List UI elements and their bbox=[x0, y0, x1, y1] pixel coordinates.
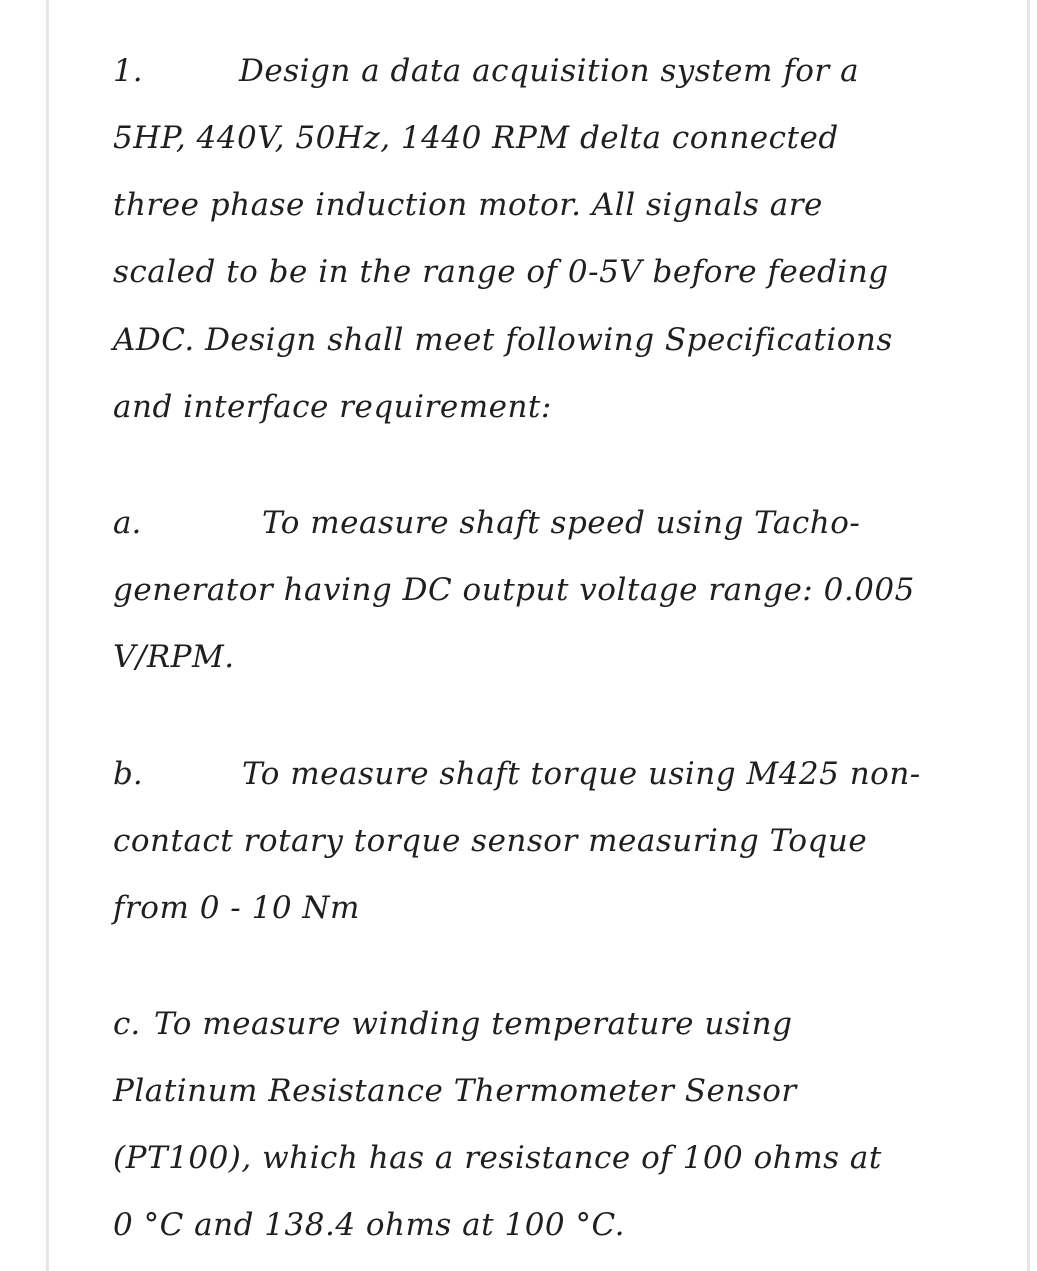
item-b-line-3: from 0 - 10 Nm bbox=[113, 890, 360, 926]
intro-line-3: three phase induction motor. All signals are bbox=[113, 187, 823, 223]
item-b-line-1: To measure shaft torque using M425 non- bbox=[242, 756, 921, 792]
item-c-line-4: 0 °C and 138.4 ohms at 100 °C. bbox=[113, 1207, 625, 1243]
item-c-line-3: (PT100), which has a resistance of 100 ohms at bbox=[113, 1140, 882, 1176]
item-a-line-3: V/RPM. bbox=[113, 639, 235, 675]
intro-line-2: 5HP, 440V, 50Hz, 1440 RPM delta connected bbox=[113, 120, 839, 156]
document-page bbox=[46, 0, 1030, 1271]
item-a-marker: a. bbox=[113, 505, 142, 541]
item-a-line-1: To measure shaft speed using Tacho- bbox=[262, 505, 861, 541]
item-b-marker: b. bbox=[113, 756, 143, 792]
intro-line-4: scaled to be in the range of 0-5V before feeding bbox=[113, 254, 889, 290]
intro-line-5: ADC. Design shall meet following Specifications bbox=[113, 322, 893, 358]
item-c-marker: c. bbox=[113, 1006, 141, 1042]
question-number: 1. bbox=[113, 53, 143, 89]
intro-line-6: and interface requirement: bbox=[113, 389, 552, 425]
item-b-line-2: contact rotary torque sensor measuring Toque bbox=[113, 823, 868, 859]
item-c-line-2: Platinum Resistance Thermometer Sensor bbox=[113, 1073, 797, 1109]
item-a-line-2: generator having DC output voltage range: 0.005 bbox=[113, 572, 915, 608]
intro-line-1: Design a data acquisition system for a bbox=[239, 53, 860, 89]
item-c-line-1: To measure winding temperature using bbox=[154, 1006, 793, 1042]
